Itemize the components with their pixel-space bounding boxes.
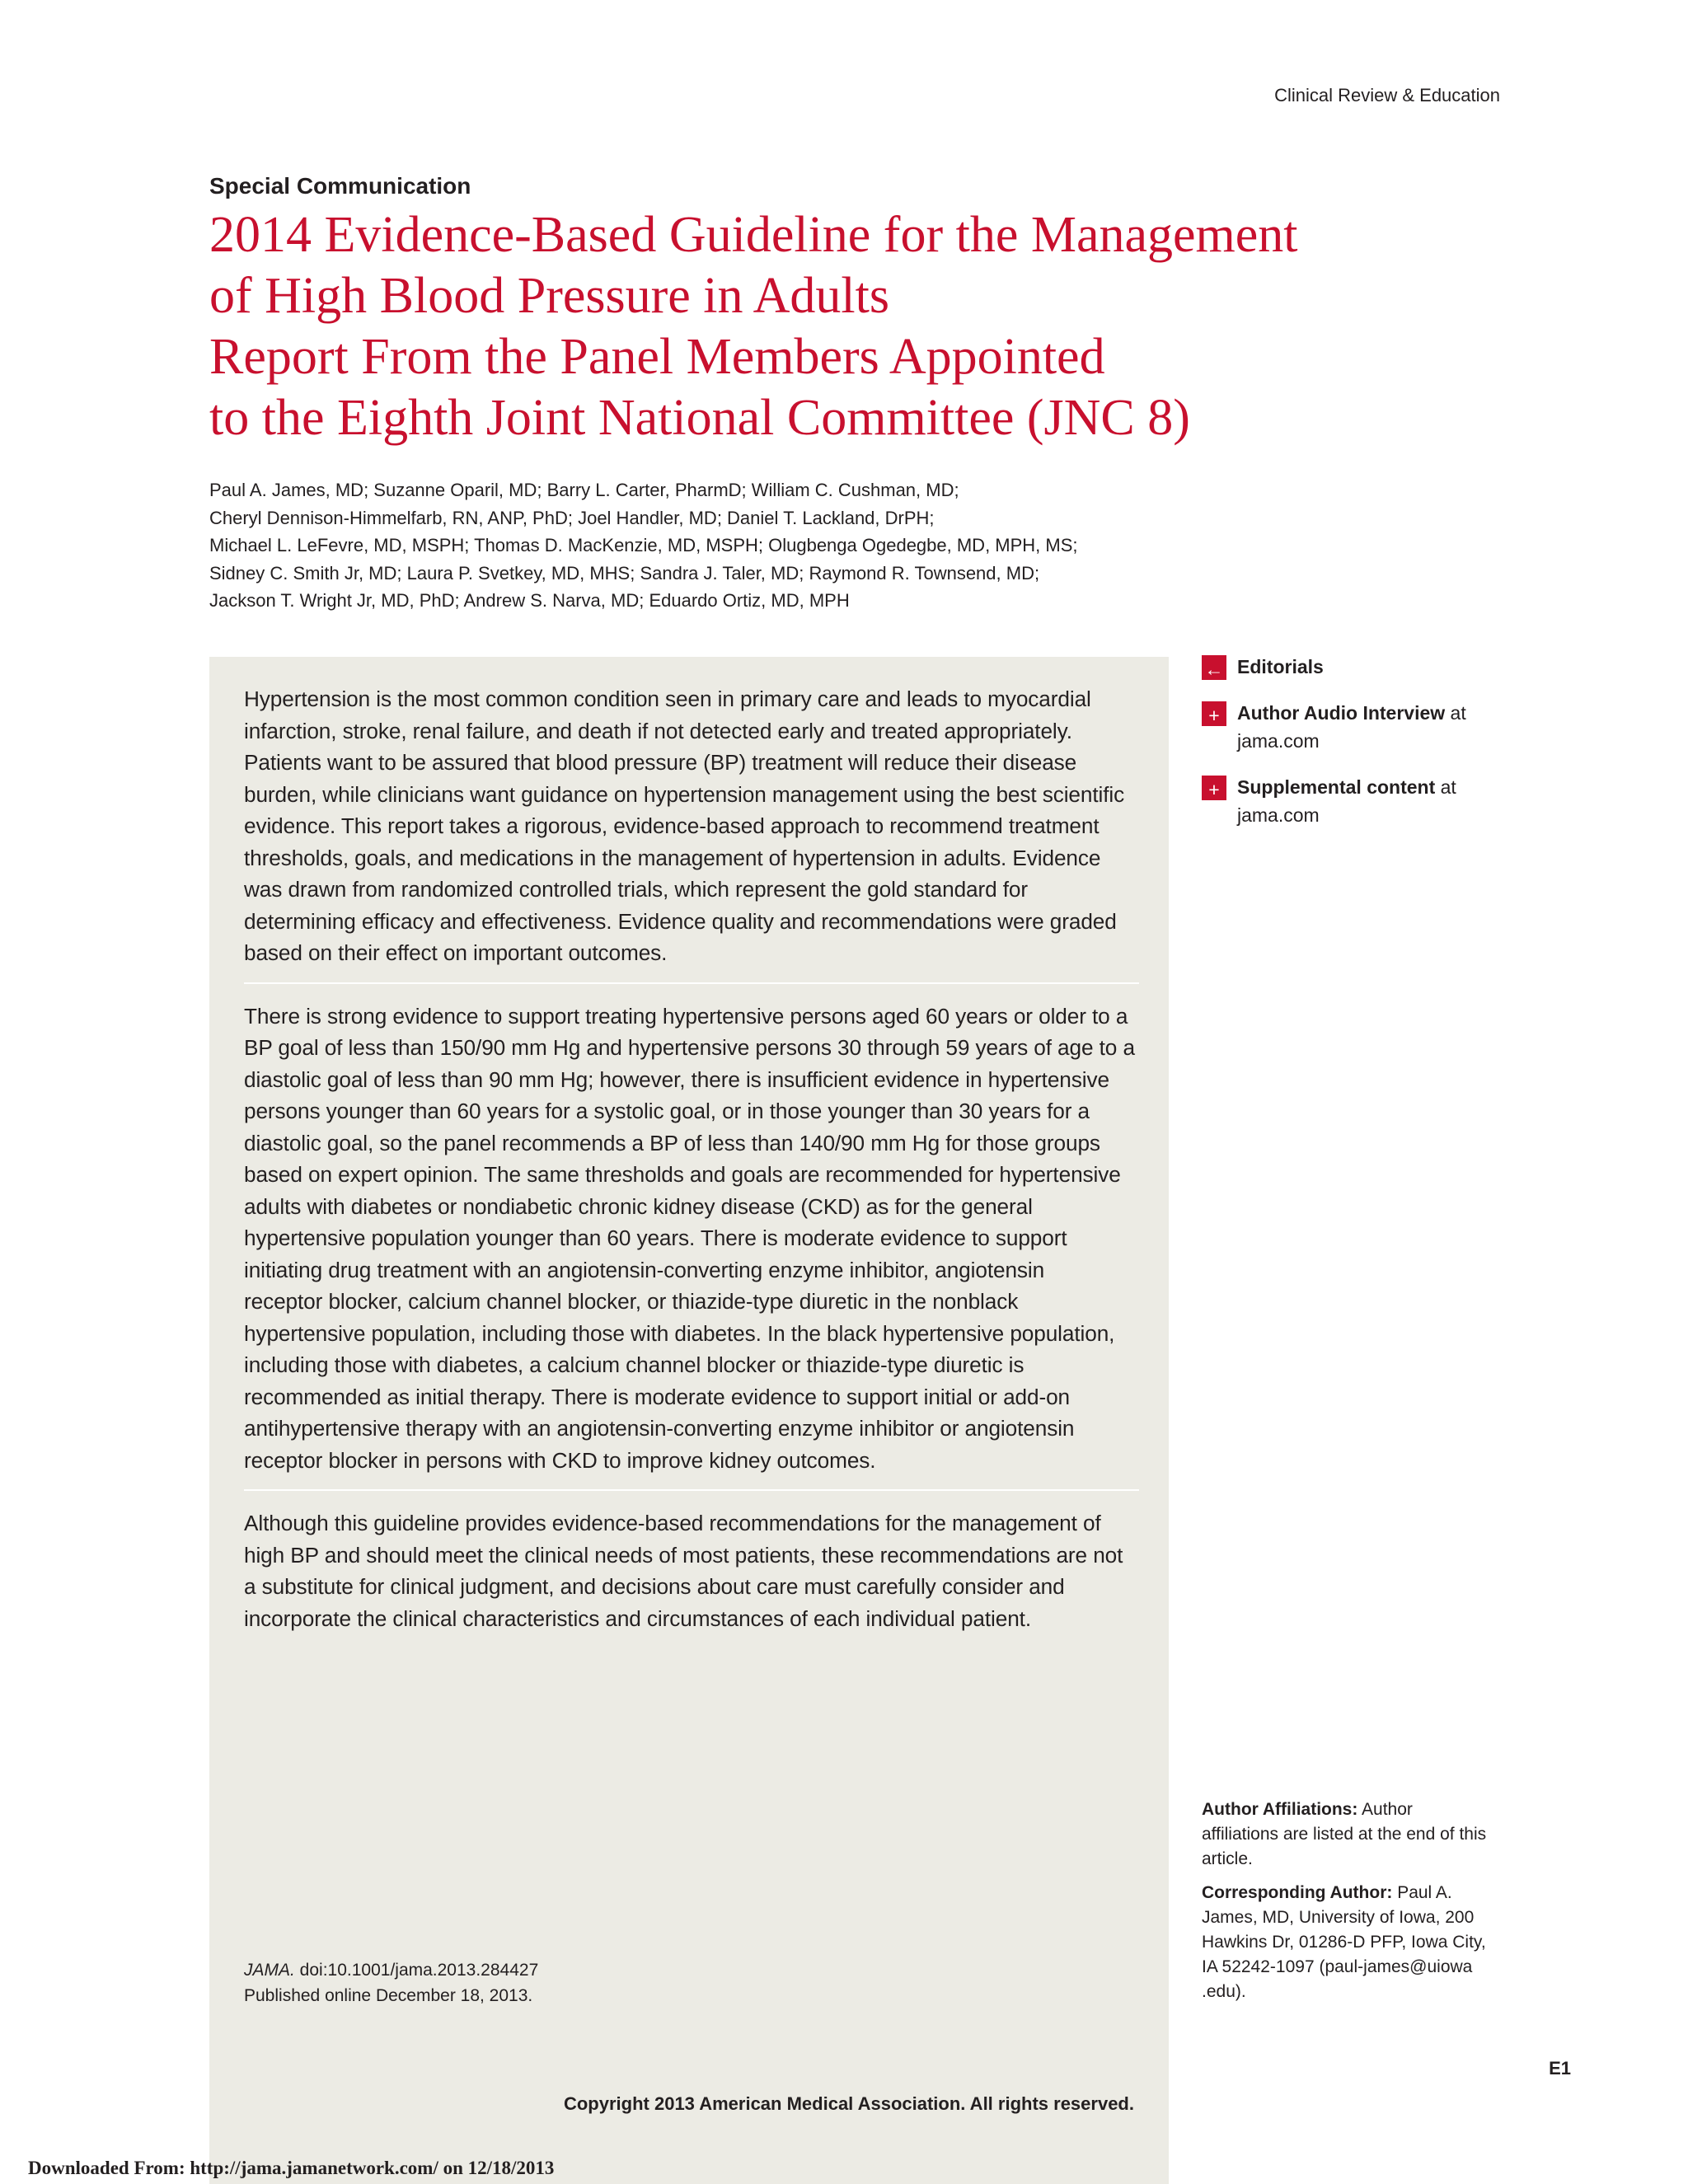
author-line: Cheryl Dennison-Himmelfarb, RN, ANP, PhD; Joel Handler, MD; Daniel T. Lackland, DrPH; — [209, 507, 935, 528]
article-type: Special Communication — [209, 173, 471, 199]
author-affiliations — [1202, 1797, 1507, 2013]
publication-date: Published online December 18, 2013. — [244, 1986, 533, 2005]
journal-name: JAMA. — [244, 1961, 295, 1980]
article-subtitle — [209, 326, 1446, 448]
related-content-sidebar — [1202, 653, 1498, 847]
citation — [244, 1957, 538, 2008]
subtitle-line: Report From the Panel Members Appointed — [209, 329, 1105, 385]
corresponding-text: Paul A. James, MD, University of Iowa, 200 Hawkins Dr, 01286-D PFP, Iowa City, IA 52242-1097 (paul-james@uiowa .edu). — [1202, 1883, 1486, 2001]
author-list — [209, 476, 1198, 615]
abstract-paragraph-importance: Hypertension is the most common condition seen in primary care and leads to myocardial infarction, stroke, renal failure, and death if not detected early and treated appropriately. Patients want to be assured that blood pressure (BP) treatment will reduce their disease burden, while clinicians want guidance on hypertension management using the best scientific evidence. This report takes a rigorous, evidence-based approach to recommend treatment thresholds, goals, and medications in the management of hypertension in adults. Evidence was drawn from randomized controlled trials, which represent the gold standard for determining efficacy and effectiveness. Evidence quality and recommendations were graded based on their effect on important outcomes. — [244, 687, 1125, 965]
affiliations-label: Author Affiliations: — [1202, 1800, 1358, 1819]
subtitle-line: to the Eighth Joint National Committee (JNC 8) — [209, 390, 1190, 446]
author-line: Sidney C. Smith Jr, MD; Laura P. Svetkey, MD, MHS; Sandra J. Taler, MD; Raymond R. Townsend, MD; — [209, 562, 1040, 583]
audio-interview-url[interactable]: jama.com — [1237, 730, 1320, 752]
audio-interview-link[interactable] — [1202, 699, 1498, 755]
affiliations-text: Author affiliations are listed at the end of this article. — [1202, 1800, 1487, 1868]
audio-interview-label: Author Audio Interview — [1237, 702, 1446, 724]
title-line: 2014 Evidence-Based Guideline for the Management — [209, 207, 1298, 263]
download-note: Downloaded From: http://jama.jamanetwork.com/ on 12/18/2013 — [28, 2158, 555, 2178]
author-line: Paul A. James, MD; Suzanne Oparil, MD; Barry L. Carter, PharmD; William C. Cushman, MD; — [209, 480, 959, 500]
editorials-label: Editorials — [1237, 656, 1324, 677]
corresponding-label: Corresponding Author: — [1202, 1883, 1393, 1902]
section-label: Clinical Review & Education — [1274, 85, 1500, 105]
arrow-left-icon: ← — [1202, 655, 1226, 680]
affiliations-note — [1202, 1797, 1507, 1872]
doi-link[interactable]: doi:10.1001/jama.2013.284427 — [294, 1961, 539, 1980]
abstract-paragraph-evidence: There is strong evidence to support treating hypertensive persons aged 60 years or older to a BP goal of less than 150/90 mm Hg and hypertensive persons 30 through 59 years of age to a diastolic goal of less than 90 mm Hg; however, there is insufficient evidence in hypertensive persons younger than 60 years for a systolic goal, or in those younger than 30 years for a diastolic goal, so the panel recommends a BP of less than 140/90 mm Hg for those groups based on expert opinion. The same thresholds and goals are recommended for hypertensive adults with diabetes or nondiabetic chronic kidney disease (CKD) as for the general hypertensive population younger than 60 years. There is moderate evidence to support initiating drug treatment with an angiotensin-converting enzyme inhibitor, angiotensin receptor blocker, calcium channel blocker, or thiazide-type diuretic in the nonblack hypertensive population, including those with diabetes. In the black hypertensive population, including those with diabetes, a calcium channel blocker or thiazide-type diuretic is recommended as initial therapy. There is moderate evidence to support initial or add-on antihypertensive therapy with an angiotensin-converting enzyme inhibitor or angiotensin receptor blocker in persons with CKD to improve kidney outcomes. — [244, 1003, 1135, 1473]
supplemental-url[interactable]: jama.com — [1237, 804, 1320, 826]
plus-icon: + — [1202, 701, 1226, 726]
author-line: Michael L. LeFevre, MD, MSPH; Thomas D. MacKenzie, MD, MSPH; Olugbenga Ogedegbe, MD, MPH, MS; — [209, 535, 1078, 555]
abstract-divider — [244, 1489, 1139, 1491]
article-title — [209, 204, 1446, 326]
copyright-notice: Copyright 2013 American Medical Association. All rights reserved. — [563, 2093, 1134, 2114]
author-line: Jackson T. Wright Jr, MD, PhD; Andrew S. Narva, MD; Eduardo Ortiz, MD, MPH — [209, 590, 850, 611]
title-line: of High Blood Pressure in Adults — [209, 268, 889, 324]
page-number: E1 — [1549, 2058, 1571, 2079]
audio-interview-suffix: at — [1445, 702, 1466, 724]
abstract-divider — [244, 982, 1139, 984]
supplemental-suffix: at — [1435, 776, 1456, 798]
supplemental-content-label: Supplemental content — [1237, 776, 1436, 798]
plus-icon: + — [1202, 776, 1226, 800]
editorials-link[interactable] — [1202, 653, 1498, 681]
citation-doi-line — [244, 1957, 538, 1983]
abstract-content — [244, 683, 1139, 1634]
supplemental-content-link[interactable] — [1202, 773, 1498, 829]
corresponding-author — [1202, 1881, 1507, 2004]
abstract-box — [209, 657, 1169, 2184]
abstract-paragraph-conclusion: Although this guideline provides evidence-based recommendations for the management of high BP and should meet the clinical needs of most patients, these recommendations are not a substitute for clinical judgment, and decisions about care must carefully consider and incorporate the clinical characteristics and circumstances of each individual patient. — [244, 1511, 1123, 1631]
